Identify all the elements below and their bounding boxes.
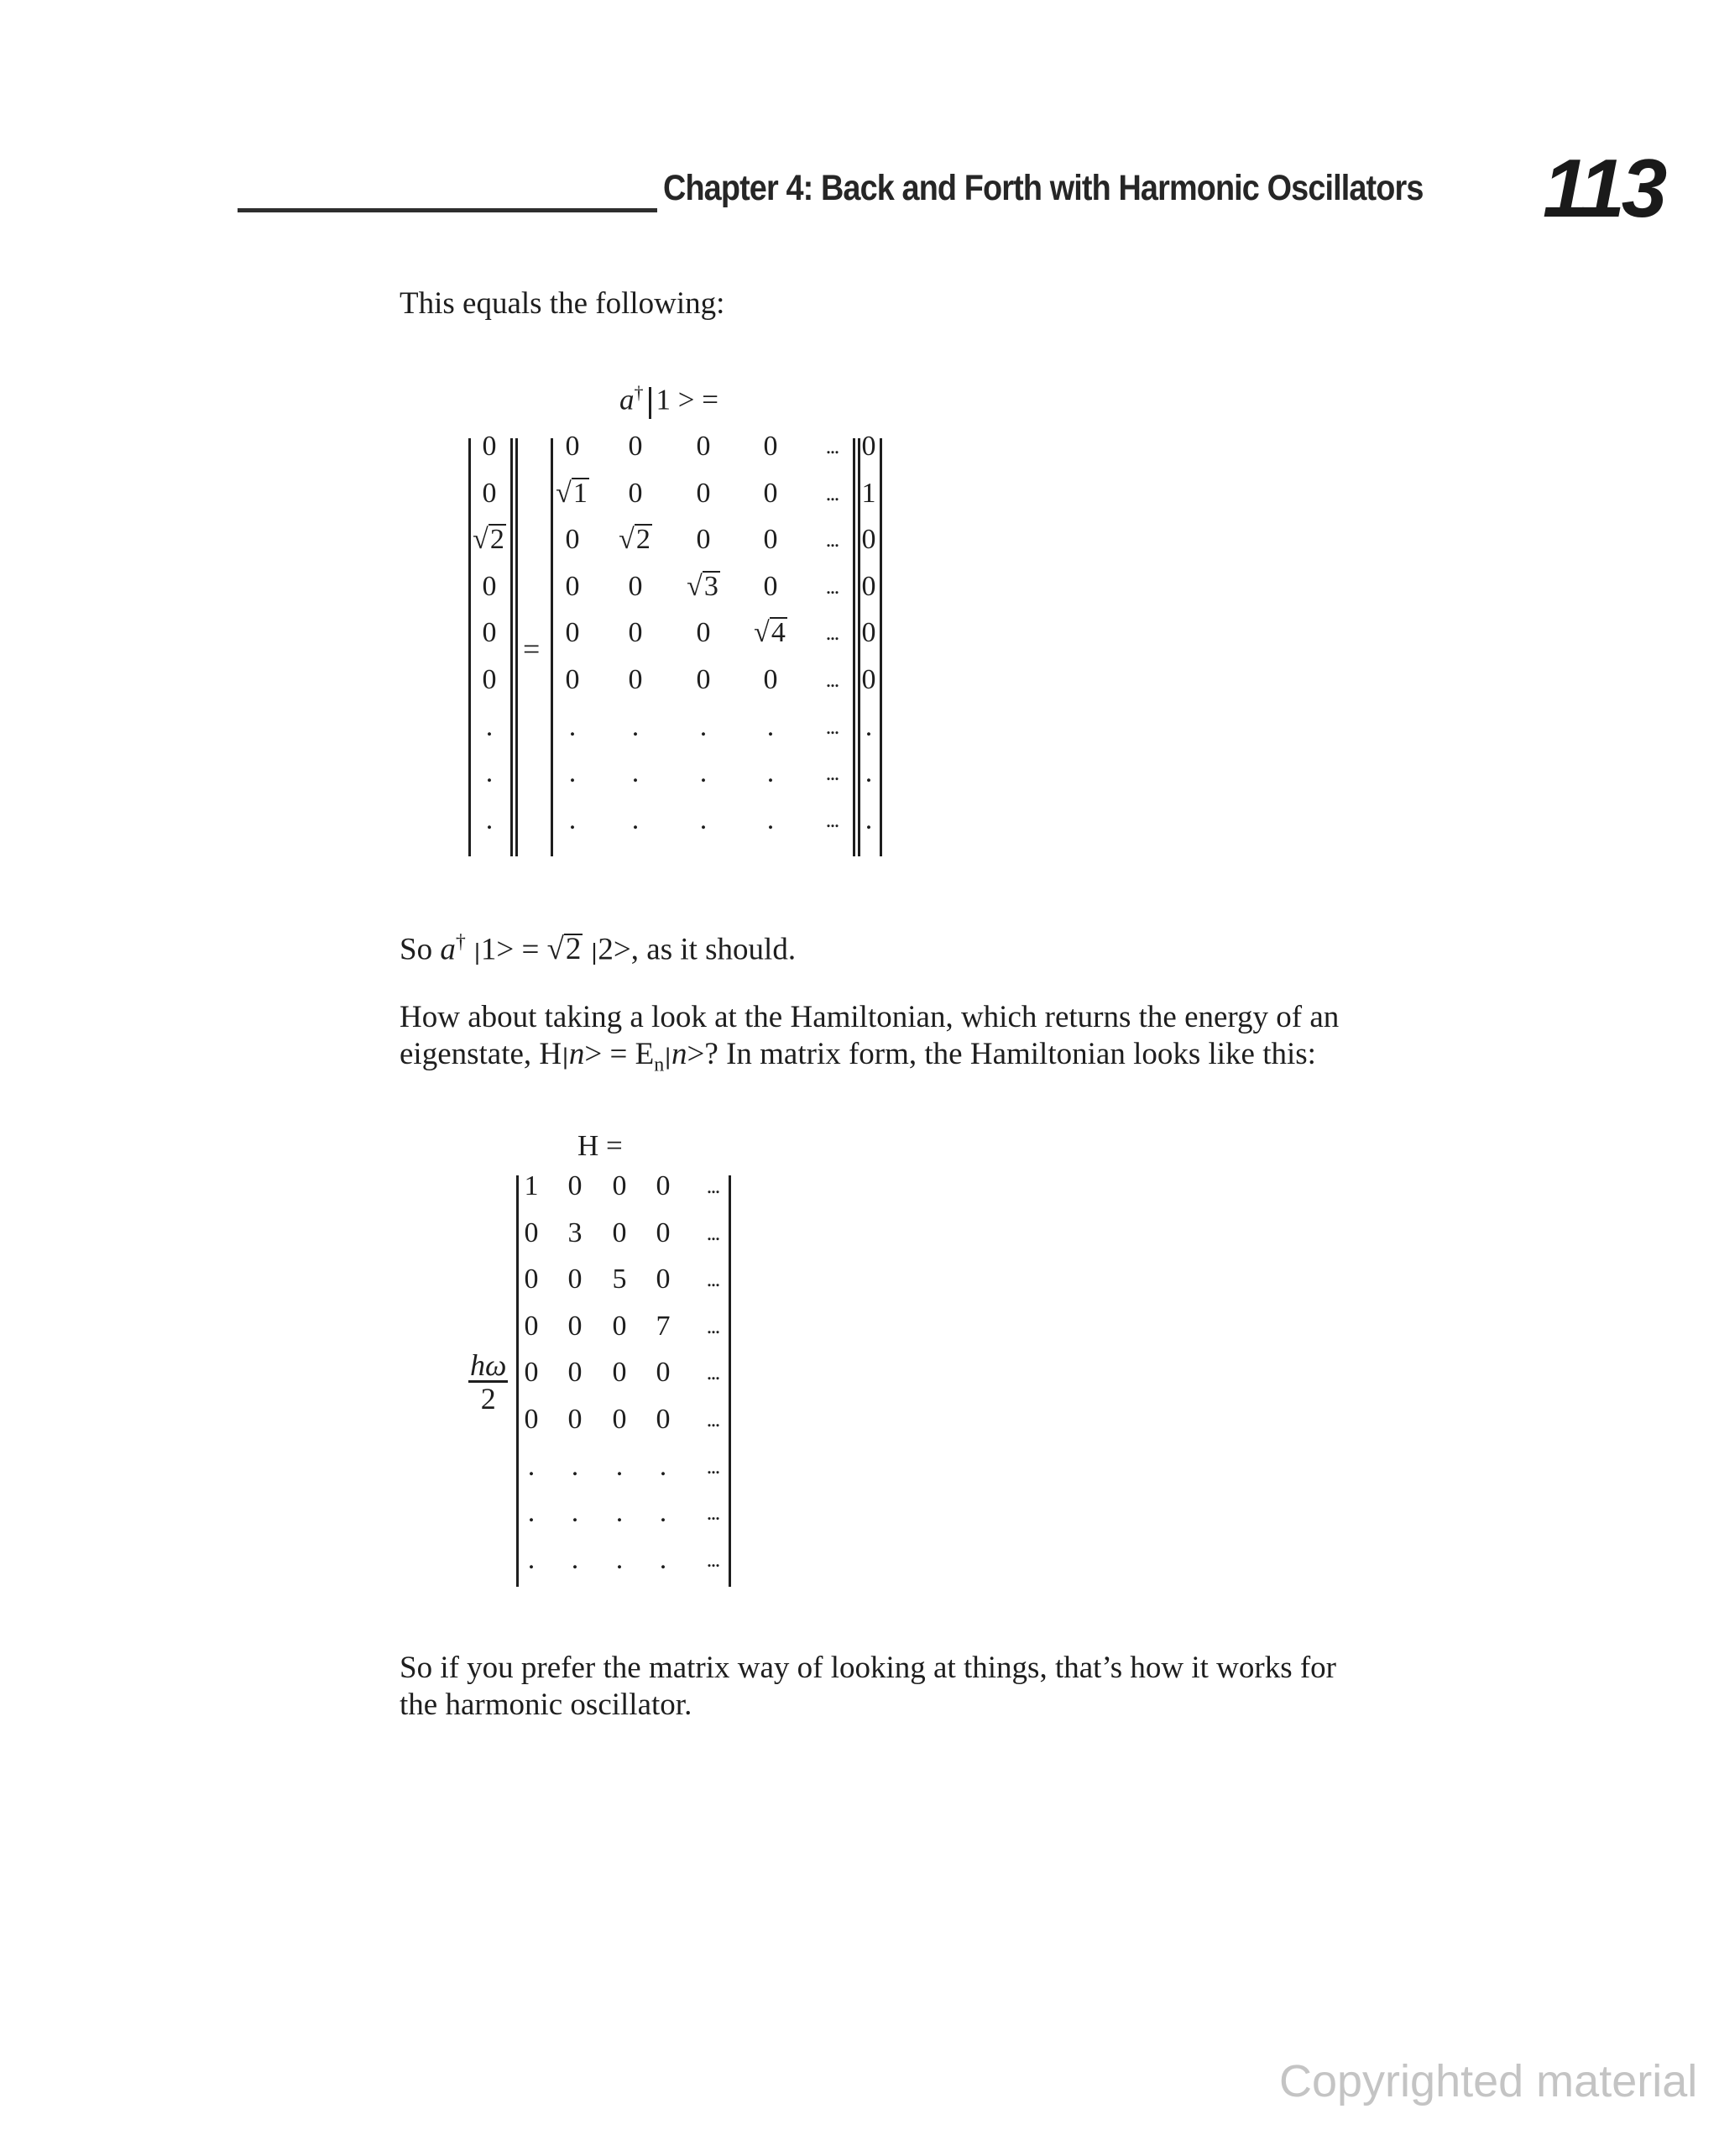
hamiltonian-bracket-left (516, 1175, 519, 1587)
lhs-vector-entry: 0 (482, 431, 497, 462)
hamiltonian-matrix-entry: . (571, 1544, 579, 1575)
ket-vector-entry: 0 (861, 431, 876, 462)
raising-operator-matrix-entry: 0 (763, 571, 778, 602)
hamiltonian-matrix-entry: 1 (524, 1170, 539, 1201)
hamiltonian-matrix-entry: . . . (706, 1547, 718, 1572)
raising-operator-matrix-entry: √2 (619, 524, 651, 555)
hamiltonian-matrix-entry: . . . (706, 1500, 718, 1525)
hamiltonian-matrix-entry: 0 (612, 1311, 627, 1342)
hamiltonian-matrix-entry: 0 (656, 1217, 671, 1248)
ket-vector-entry: 0 (861, 571, 876, 602)
hamiltonian-matrix-entry: . (615, 1451, 624, 1482)
paragraph-intro: This equals the following: (400, 286, 725, 321)
ket-vector-entry: 1 (861, 478, 876, 509)
equation1-heading: a† 1 > = (619, 382, 718, 419)
paragraph-hamiltonian (400, 999, 1491, 1083)
raising-operator-matrix-entry: . . . (825, 620, 837, 645)
raising-operator-matrix-entry: . (699, 757, 708, 788)
hamiltonian-matrix-entry: 0 (612, 1170, 627, 1201)
page-number: 113 (1543, 142, 1664, 234)
hamiltonian-matrix-entry: 0 (656, 1170, 671, 1201)
raising-operator-matrix-entry: 0 (565, 617, 580, 648)
header-rule (238, 208, 657, 212)
raising-operator-matrix-entry: √1 (556, 478, 588, 509)
hamiltonian-matrix-entry: 0 (524, 1217, 539, 1248)
raising-operator-matrix-entry: . . . (825, 574, 837, 599)
raising-operator-matrix-entry: 0 (763, 524, 778, 555)
hamiltonian-matrix-entry: . (659, 1497, 667, 1528)
ket-vector-entry: . (865, 711, 873, 742)
raising-operator-matrix-entry: . . . (825, 714, 837, 739)
hamiltonian-matrix-entry: 0 (612, 1404, 627, 1435)
raising-operator-matrix-entry: . . . (825, 527, 837, 552)
hamiltonian-matrix-entry: . . . (706, 1314, 718, 1338)
hamiltonian-matrix-entry: . (571, 1451, 579, 1482)
paragraph-result: So a† |1> = √2 |2>, as it should. (400, 931, 797, 967)
lhs-bracket-right-inner (515, 438, 518, 856)
raising-operator-matrix-entry: . (699, 804, 708, 835)
raising-operator-matrix-entry: 0 (696, 478, 711, 509)
raising-operator-matrix-entry: 0 (565, 431, 580, 462)
raising-operator-matrix-entry: 0 (628, 664, 643, 695)
hamiltonian-matrix-entry: . (527, 1544, 536, 1575)
ket-vector-entry: 0 (861, 664, 876, 695)
hamiltonian-matrix-entry: 0 (524, 1311, 539, 1342)
hamiltonian-matrix-entry: . (527, 1451, 536, 1482)
lhs-bracket-left (468, 438, 471, 856)
ket-vector-entry: 0 (861, 524, 876, 555)
raising-operator-matrix-entry: 0 (763, 664, 778, 695)
vector-bracket-left (858, 438, 860, 856)
hamiltonian-matrix-entry: 0 (524, 1404, 539, 1435)
lhs-vector-entry: √2 (473, 524, 504, 555)
lhs-vector-entry: 0 (482, 617, 497, 648)
raising-operator-matrix-entry: 0 (628, 478, 643, 509)
lhs-vector-entry: . (485, 757, 494, 788)
matrix-bracket-right (853, 438, 855, 856)
ket-vector-entry: . (865, 804, 873, 835)
lhs-vector-entry: . (485, 711, 494, 742)
hamiltonian-matrix-entry: 0 (524, 1357, 539, 1388)
paragraph-conclusion-line2: the harmonic oscillator. (400, 1688, 692, 1722)
raising-operator-matrix-entry: 0 (565, 664, 580, 695)
raising-operator-matrix-entry: . (568, 757, 577, 788)
hamiltonian-matrix-entry: 0 (567, 1170, 583, 1201)
hamiltonian-matrix-entry: 0 (656, 1357, 671, 1388)
lhs-vector-entry: . (485, 804, 494, 835)
ket-vector-entry: . (865, 757, 873, 788)
raising-operator-matrix-entry: 0 (696, 617, 711, 648)
chapter-title: Chapter 4: Back and Forth with Harmonic Oscillators (663, 168, 1424, 208)
raising-operator-matrix-entry: . (766, 757, 775, 788)
raising-operator-matrix-entry: 0 (696, 664, 711, 695)
hamiltonian-matrix-entry: . . . (706, 1221, 718, 1245)
hamiltonian-matrix-entry: 3 (567, 1217, 583, 1248)
paragraph-conclusion (400, 1650, 1491, 1724)
raising-operator-matrix-entry: . (766, 711, 775, 742)
hamiltonian-matrix-entry: . (659, 1451, 667, 1482)
raising-operator-matrix-entry: √3 (687, 571, 718, 602)
hamiltonian-prefactor: $\frac{h\omega}{2}$ (470, 1348, 507, 1416)
hamiltonian-bracket-right (729, 1175, 731, 1587)
raising-operator-matrix-entry: . (766, 804, 775, 835)
hamiltonian-matrix-entry: . (615, 1544, 624, 1575)
equals-sign: = (523, 632, 541, 666)
lhs-bracket-right (510, 438, 513, 856)
raising-operator-matrix-entry: 0 (696, 431, 711, 462)
raising-operator-matrix-entry: 0 (763, 431, 778, 462)
raising-operator-matrix-entry: . (631, 757, 640, 788)
raising-operator-matrix-entry: . . . (825, 667, 837, 692)
hamiltonian-matrix-entry: 0 (612, 1357, 627, 1388)
hamiltonian-matrix-entry: 0 (524, 1264, 539, 1295)
hamiltonian-matrix-entry: . (615, 1497, 624, 1528)
raising-operator-matrix-entry: . (699, 711, 708, 742)
hamiltonian-matrix-entry: . . . (706, 1360, 718, 1384)
hamiltonian-matrix-entry: 0 (567, 1357, 583, 1388)
hamiltonian-matrix-entry: 0 (567, 1404, 583, 1435)
hamiltonian-matrix-entry: . . . (706, 1454, 718, 1478)
hamiltonian-matrix-entry: . (659, 1544, 667, 1575)
raising-operator-matrix-entry: . (568, 804, 577, 835)
raising-operator-matrix-entry: . . . (825, 761, 837, 785)
raising-operator-matrix-entry: 0 (628, 431, 643, 462)
hamiltonian-matrix-entry: 5 (612, 1264, 627, 1295)
hamiltonian-matrix-entry: 7 (656, 1311, 671, 1342)
hamiltonian-matrix-entry: 0 (656, 1264, 671, 1295)
lhs-vector-entry: 0 (482, 664, 497, 695)
hamiltonian-matrix-entry: . (527, 1497, 536, 1528)
ket-vector-entry: 0 (861, 617, 876, 648)
raising-operator-matrix-entry: . (631, 804, 640, 835)
hamiltonian-matrix-entry: . . . (706, 1407, 718, 1431)
equation2-heading: H = (577, 1129, 623, 1162)
copyright-watermark: Copyrighted material (1279, 2056, 1698, 2106)
hamiltonian-matrix-entry: 0 (612, 1217, 627, 1248)
raising-operator-matrix-entry: . (631, 711, 640, 742)
raising-operator-matrix-entry: 0 (565, 524, 580, 555)
hamiltonian-matrix-entry: 0 (656, 1404, 671, 1435)
hamiltonian-matrix-entry: . . . (706, 1267, 718, 1291)
raising-operator-matrix-entry: . . . (825, 808, 837, 832)
matrix-bracket-left (551, 438, 553, 856)
hamiltonian-matrix-entry: 0 (567, 1264, 583, 1295)
raising-operator-matrix-entry: . . . (825, 434, 837, 458)
paragraph-hamiltonian-line1: How about taking a look at the Hamiltonian, which returns the energy of an (400, 1000, 1340, 1034)
raising-operator-matrix-entry: 0 (565, 571, 580, 602)
hamiltonian-matrix-entry: 0 (567, 1311, 583, 1342)
raising-operator-matrix-entry: 0 (696, 524, 711, 555)
paragraph-hamiltonian-line2: eigenstate, $H|n> = E_n|n>$? In matrix form, the Hamiltonian looks like this: (400, 1037, 1316, 1076)
lhs-vector-entry: 0 (482, 571, 497, 602)
raising-operator-matrix-entry: 0 (628, 571, 643, 602)
vector-bracket-right (880, 438, 882, 856)
raising-operator-matrix-entry: . . . (825, 481, 837, 505)
raising-operator-matrix-entry: √4 (754, 617, 786, 648)
hamiltonian-matrix-entry: . . . (706, 1174, 718, 1198)
hamiltonian-matrix-entry: . (571, 1497, 579, 1528)
paragraph-conclusion-line1: So if you prefer the matrix way of looking at things, that’s how it works for (400, 1651, 1336, 1685)
lhs-vector-entry: 0 (482, 478, 497, 509)
raising-operator-matrix-entry: . (568, 711, 577, 742)
raising-operator-matrix-entry: 0 (763, 478, 778, 509)
raising-operator-matrix-entry: 0 (628, 617, 643, 648)
